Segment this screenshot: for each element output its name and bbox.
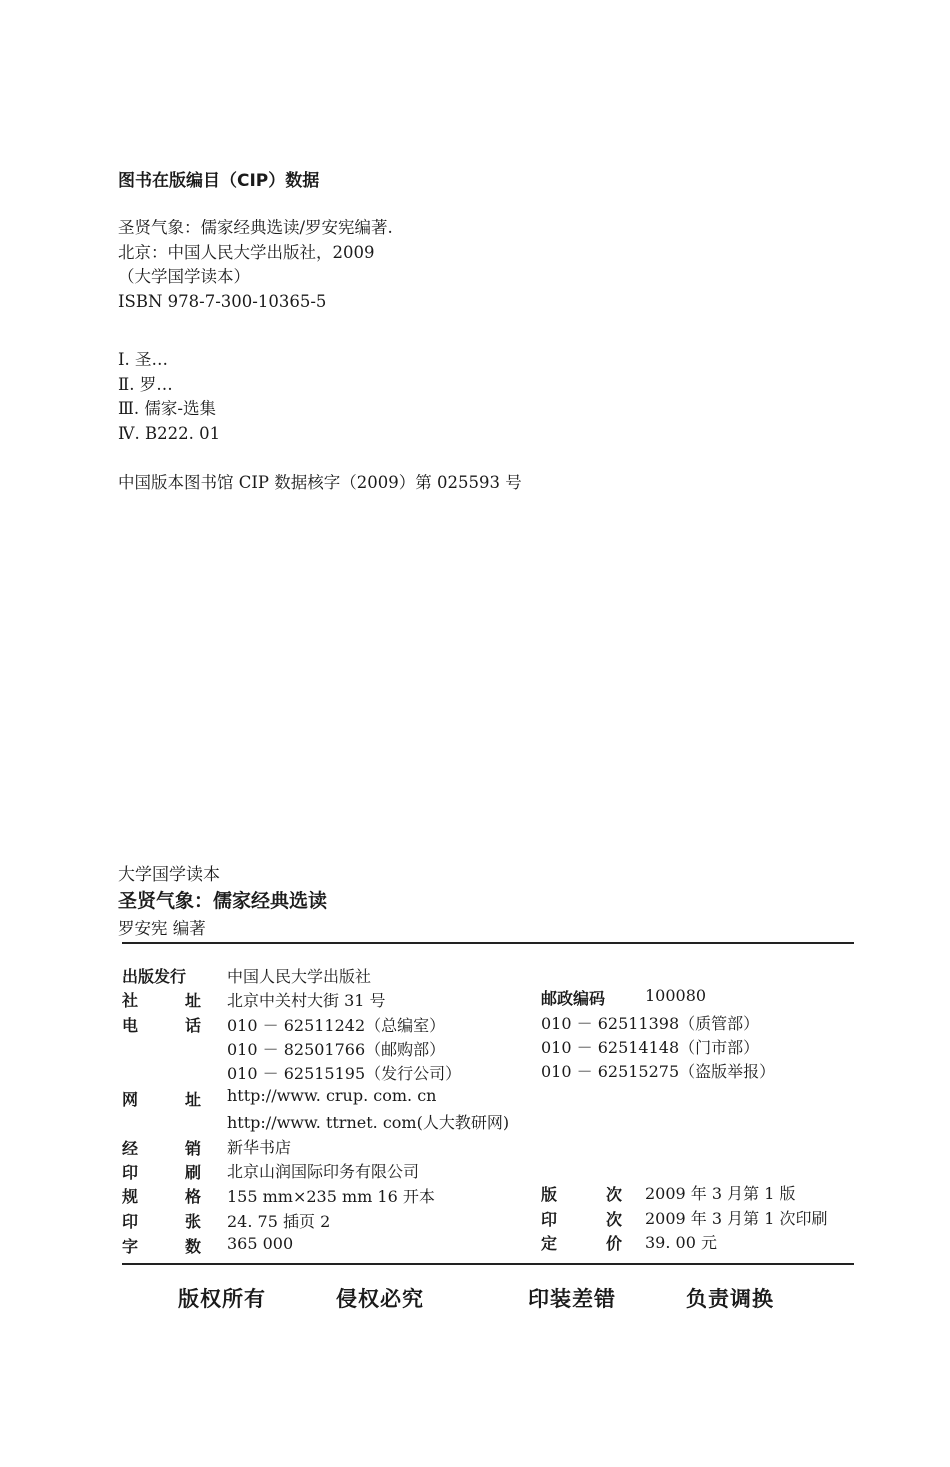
web-url-1: http://www. crup. com. cn xyxy=(227,1086,437,1105)
series-name: 大学国学读本 xyxy=(118,865,220,885)
edition-label-b: 次 xyxy=(606,1185,623,1204)
classification-1: Ⅰ. 圣… xyxy=(118,350,169,369)
phone-label-b: 话 xyxy=(185,1016,202,1035)
web-url-2: http://www. ttrnet. com(人大教研网) xyxy=(227,1113,510,1132)
slogan-infringement: 侵权必究 xyxy=(336,1287,424,1311)
web-label-a: 网 xyxy=(122,1090,139,1109)
printing-label-b: 次 xyxy=(606,1210,623,1229)
distributor-value: 新华书店 xyxy=(227,1138,292,1157)
book-author: 罗安宪 编著 xyxy=(118,919,206,938)
price-label-a: 定 xyxy=(541,1234,558,1253)
cip-record xyxy=(118,216,393,314)
cip-heading: 图书在版编目（CIP）数据 xyxy=(118,171,320,191)
cip-line-title: 圣贤气象：儒家经典选读/罗安宪编著. xyxy=(118,218,393,237)
slogan-print-error: 印装差错 xyxy=(528,1287,616,1311)
phone-right-3: 010 － 62515275（盗版举报） xyxy=(541,1062,776,1081)
publisher-label: 出版发行 xyxy=(122,967,187,986)
edition-value: 2009 年 3 月第 1 版 xyxy=(645,1184,796,1203)
spec-label-a: 规 xyxy=(122,1187,139,1206)
cip-line-publisher: 北京：中国人民大学出版社，2009 xyxy=(118,242,375,262)
printer-label-b: 刷 xyxy=(185,1163,202,1182)
web-label-b: 址 xyxy=(185,1090,202,1109)
publisher-value: 中国人民大学出版社 xyxy=(227,967,372,986)
book-title: 圣贤气象：儒家经典选读 xyxy=(118,890,328,912)
phone-right-2: 010 － 62514148（门市部） xyxy=(541,1038,760,1057)
bottom-rule xyxy=(122,1263,854,1265)
printing-value: 2009 年 3 月第 1 次印刷 xyxy=(645,1209,828,1228)
slogan-copyright: 版权所有 xyxy=(178,1287,266,1311)
address-label-b: 址 xyxy=(185,991,202,1010)
words-label-a: 字 xyxy=(122,1237,139,1256)
address-value: 北京中关村大街 31 号 xyxy=(227,991,386,1010)
words-value: 365 000 xyxy=(227,1234,294,1253)
phone-left-2: 010 － 82501766（邮购部） xyxy=(227,1040,446,1059)
spec-label-b: 格 xyxy=(185,1187,202,1206)
postcode-label: 邮政编码 xyxy=(541,989,606,1008)
words-label-b: 数 xyxy=(185,1237,202,1256)
phone-right-1: 010 － 62511398（质管部） xyxy=(541,1014,760,1033)
distributor-label-b: 销 xyxy=(185,1139,202,1158)
address-label-a: 社 xyxy=(122,991,139,1010)
printer-label-a: 印 xyxy=(122,1163,139,1182)
phone-left-3: 010 － 62515195（发行公司） xyxy=(227,1064,462,1083)
classification-4: Ⅳ. B222. 01 xyxy=(118,423,221,443)
printing-label-a: 印 xyxy=(541,1210,558,1229)
sheets-label-a: 印 xyxy=(122,1212,139,1231)
printer-value: 北京山润国际印务有限公司 xyxy=(227,1162,420,1181)
sheets-label-b: 张 xyxy=(185,1212,202,1231)
top-rule xyxy=(122,942,854,944)
postcode-value: 100080 xyxy=(645,986,707,1005)
cip-line-series: （大学国学读本） xyxy=(118,267,250,286)
spec-value: 155 mm×235 mm 16 开本 xyxy=(227,1187,435,1206)
classification-3: Ⅲ. 儒家-选集 xyxy=(118,399,216,418)
phone-label-a: 电 xyxy=(122,1016,139,1035)
price-label-b: 价 xyxy=(606,1234,623,1253)
price-value: 39. 00 元 xyxy=(645,1233,717,1252)
cip-number: 中国版本图书馆 CIP 数据核字（2009）第 025593 号 xyxy=(118,473,522,492)
distributor-label-a: 经 xyxy=(122,1139,139,1158)
cip-classification xyxy=(118,348,220,446)
sheets-value: 24. 75 插页 2 xyxy=(227,1212,331,1231)
cip-line-isbn: ISBN 978-7-300-10365-5 xyxy=(118,291,327,311)
slogan-exchange: 负责调换 xyxy=(686,1287,774,1311)
phone-left-1: 010 － 62511242（总编室） xyxy=(227,1016,446,1035)
edition-label-a: 版 xyxy=(541,1185,558,1204)
classification-2: Ⅱ. 罗… xyxy=(118,374,173,394)
